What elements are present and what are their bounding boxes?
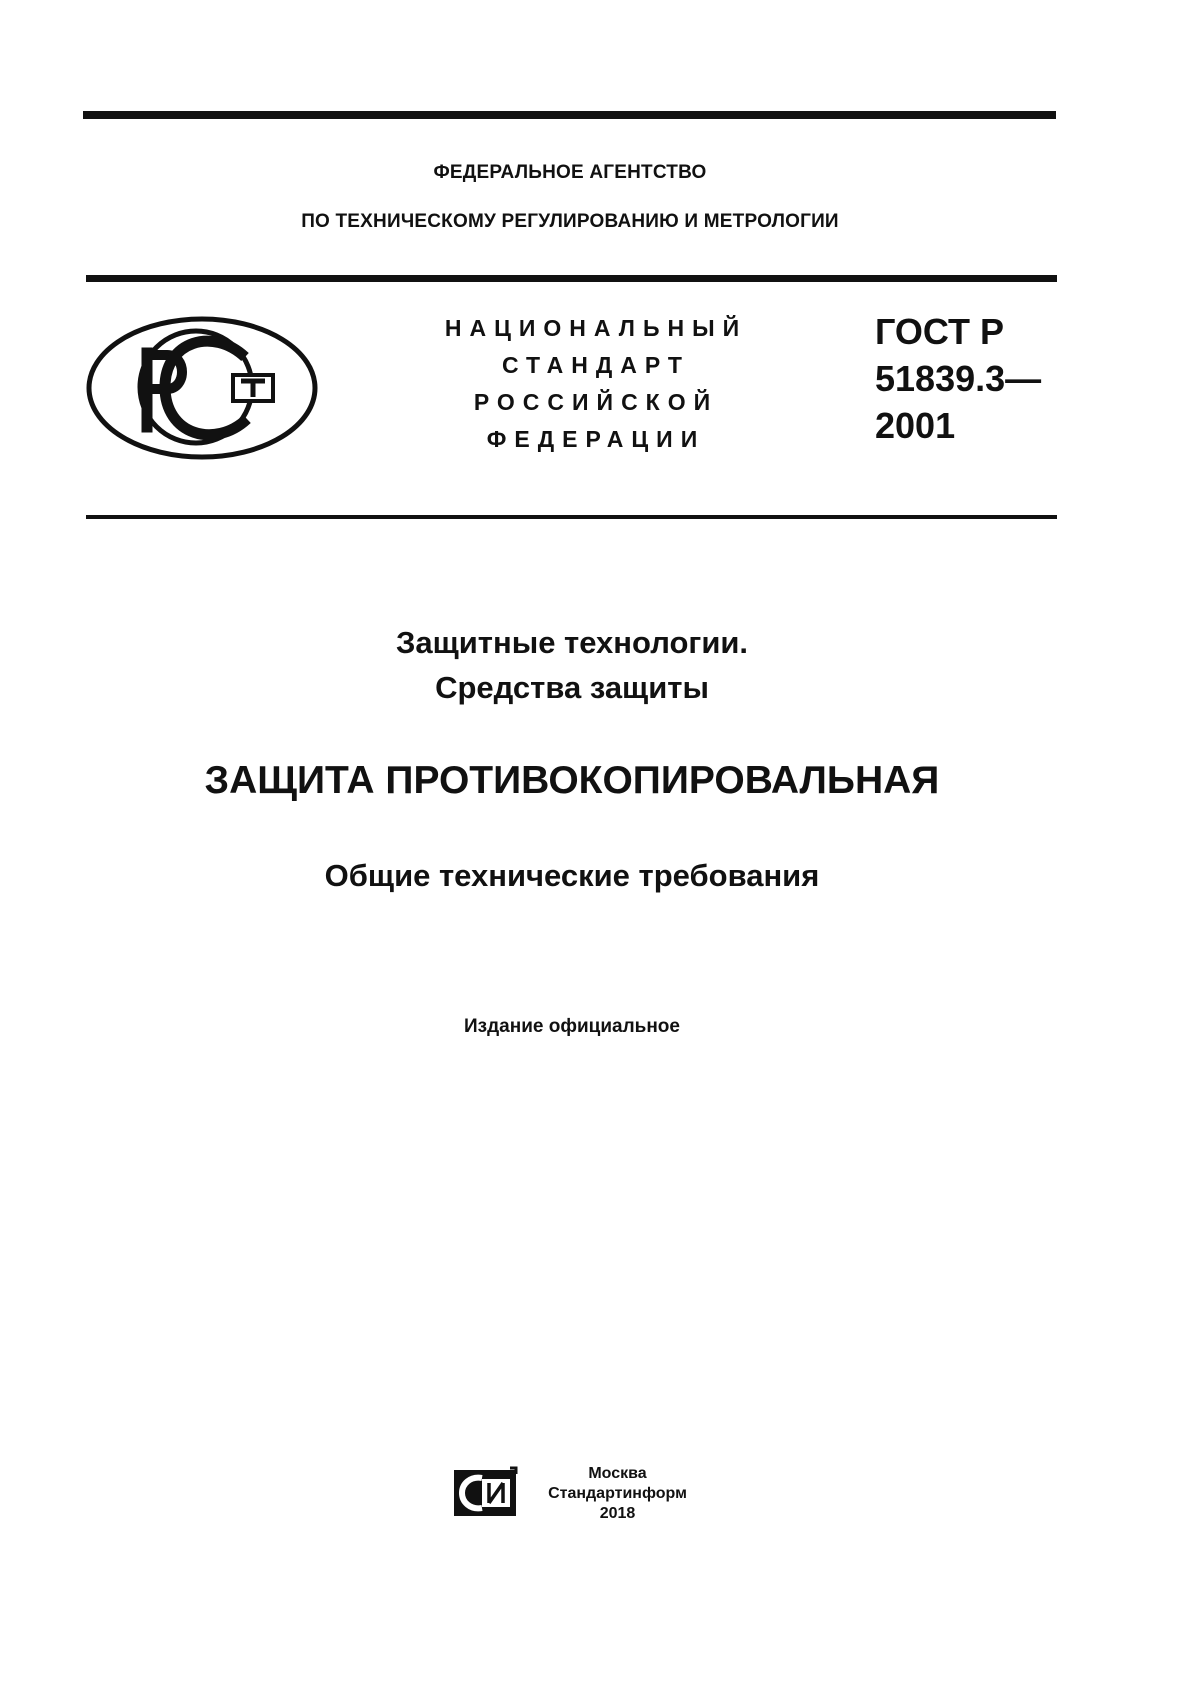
subtitle: Общие технические требования (324, 858, 820, 893)
gost-code-line: ГОСТ Р (875, 311, 1005, 352)
publisher-city: Москва (588, 1465, 647, 1482)
national-standard-label (420, 310, 772, 458)
rst-certification-mark-icon (85, 315, 319, 461)
top-rule (83, 111, 1056, 119)
header-rule (86, 275, 1057, 282)
gost-code-line: 2001 (875, 405, 956, 446)
agency-name-line-2: ПО ТЕХНИЧЕСКОМУ РЕГУЛИРОВАНИЮ И МЕТРОЛОГИИ (301, 211, 839, 232)
national-standard-line: СТАНДАРТ (502, 352, 690, 378)
national-standard-line: ФЕДЕРАЦИИ (486, 426, 706, 452)
publisher-year: 2018 (599, 1505, 636, 1522)
publisher-name: Стандартинформ (548, 1485, 687, 1502)
national-standard-line: РОССИЙСКОЙ (473, 389, 719, 415)
standard-block-rule (86, 515, 1057, 519)
standartinform-si-logo-icon (452, 1466, 519, 1518)
publisher-block (530, 1464, 705, 1524)
gost-code-line: 51839.3— (875, 358, 1042, 399)
agency-name-line-1: ФЕДЕРАЛЬНОЕ АГЕНТСТВО (433, 162, 707, 183)
edition-label: Издание официальное (464, 1016, 680, 1037)
title-line-2: Средства защиты (435, 670, 709, 705)
gost-code (875, 308, 1041, 449)
main-title: ЗАЩИТА ПРОТИВОКОПИРОВАЛЬНАЯ (204, 759, 940, 802)
title-line-1: Защитные технологии. (395, 625, 749, 660)
national-standard-line: НАЦИОНАЛЬНЫЙ (444, 315, 748, 341)
